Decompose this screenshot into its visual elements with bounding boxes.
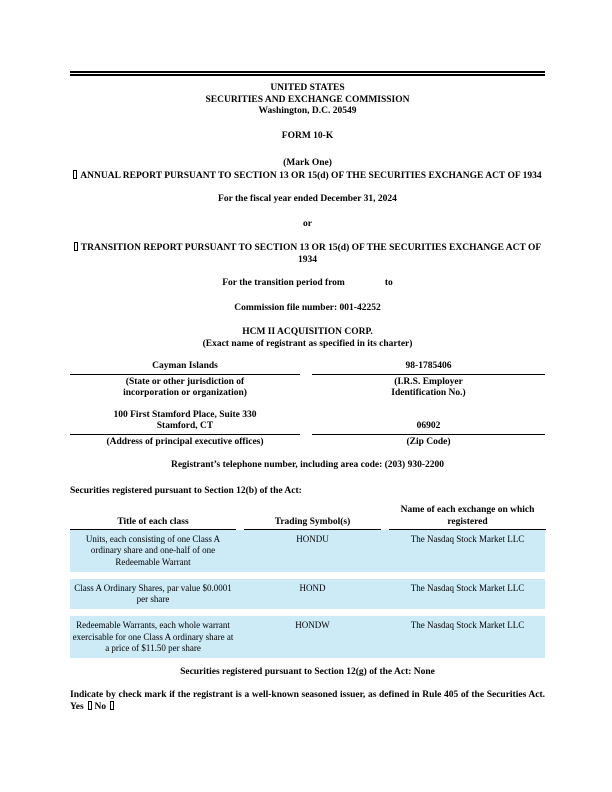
fiscal-year-line: For the fiscal year ended December 31, 2024: [218, 194, 397, 204]
jurisdiction-irs-row: [70, 361, 545, 400]
address-caption: (Address of principal executive offices): [106, 436, 264, 447]
wksi-text: Indicate by check mark if the registrant is a well-known seasoned issuer, as defined in Rule 405 of the Securities Act. Yes: [70, 689, 545, 713]
table-row: [70, 616, 545, 658]
header-country: UNITED STATES: [270, 83, 345, 93]
annual-report-checkbox-icon: [73, 170, 77, 179]
header-city: Washington, D.C. 20549: [258, 106, 357, 116]
table-row: [70, 530, 545, 572]
section-12b-heading: Securities registered pursuant to Section 12(b) of the Act:: [70, 485, 302, 496]
header-trading-symbol: Trading Symbol(s): [244, 517, 381, 531]
transition-report-checkbox-icon: [74, 242, 78, 251]
zip-column: [312, 410, 545, 449]
irs-number-value: 98-1785406: [312, 361, 545, 375]
annual-report-text: ANNUAL REPORT PURSUANT TO SECTION 13 OR 15(d) OF THE SECURITIES EXCHANGE ACT OF 1934: [80, 170, 542, 181]
or-separator: or: [303, 218, 312, 229]
zip-value: 06902: [312, 421, 545, 435]
transition-report-text: TRANSITION REPORT PURSUANT TO SECTION 13 OR 15(d) OF THE SECURITIES EXCHANGE ACT OF 1934: [80, 243, 542, 265]
section-12g-line: Securities registered pursuant to Section 12(g) of the Act: None: [180, 667, 435, 678]
jurisdiction-value: Cayman Islands: [70, 361, 300, 375]
irs-caption: (I.R.S. Employer Identification No.): [391, 376, 466, 398]
header-exchange: Name of each exchange on which registered: [389, 505, 546, 530]
cell-title: Redeemable Warrants, each whole warrant exercisable for one Class A ordinary share at a price of $11.50 per share: [72, 620, 234, 654]
cell-symbol: HOND: [299, 582, 326, 593]
zip-caption: (Zip Code): [406, 436, 451, 447]
registrant-name: HCM II ACQUISITION CORP.: [242, 327, 373, 337]
registrant-name-caption: (Exact name of registrant as specified in its charter): [202, 338, 413, 349]
wksi-yes-checkbox-icon: [88, 701, 92, 710]
address-value: [70, 410, 300, 435]
cell-exchange: The Nasdaq Stock Market LLC: [410, 620, 525, 631]
header-title-of-class: Title of each class: [70, 517, 236, 531]
irs-column: [312, 361, 545, 400]
mark-one-label: (Mark One): [283, 158, 332, 168]
header-agency: SECURITIES AND EXCHANGE COMMISSION: [205, 94, 410, 105]
sec-header: [70, 83, 545, 118]
jurisdiction-caption: (State or other jurisdiction of incorporation or organization): [123, 376, 247, 398]
cell-symbol: HONDU: [296, 534, 329, 544]
address-zip-row: [70, 410, 545, 449]
top-double-rule: [70, 71, 545, 76]
securities-table: [70, 505, 545, 658]
registrant-phone: Registrant’s telephone number, including area code: (203) 930-2200: [170, 460, 445, 470]
address-column: [70, 410, 300, 449]
form-title: FORM 10-K: [281, 130, 334, 141]
wksi-paragraph: [70, 690, 545, 714]
cell-title: Class A Ordinary Shares, par value $0.0001 per share: [74, 582, 232, 605]
cell-exchange: The Nasdaq Stock Market LLC: [410, 582, 525, 593]
cell-title: Units, each consisting of one Class A ordinary share and one-half of one Redeemable Warrant: [85, 534, 221, 567]
transition-period-to: to: [384, 278, 393, 288]
cell-symbol: HONDW: [295, 620, 330, 631]
wksi-no-label: No: [94, 702, 107, 713]
table-row: [70, 579, 545, 610]
transition-report-line: [70, 242, 545, 266]
annual-report-line: [70, 170, 545, 183]
address-line2: Stamford, CT: [156, 421, 214, 431]
transition-period-from: For the transition period from: [222, 278, 345, 288]
address-line1: 100 First Stamford Place, Suite 330: [113, 409, 257, 420]
securities-table-header: [70, 505, 545, 530]
commission-file-number: Commission file number: 001-42252: [234, 302, 381, 313]
cell-exchange: The Nasdaq Stock Market LLC: [410, 534, 525, 544]
wksi-no-checkbox-icon: [110, 701, 114, 710]
transition-period-line: [70, 278, 545, 290]
jurisdiction-column: [70, 361, 300, 400]
